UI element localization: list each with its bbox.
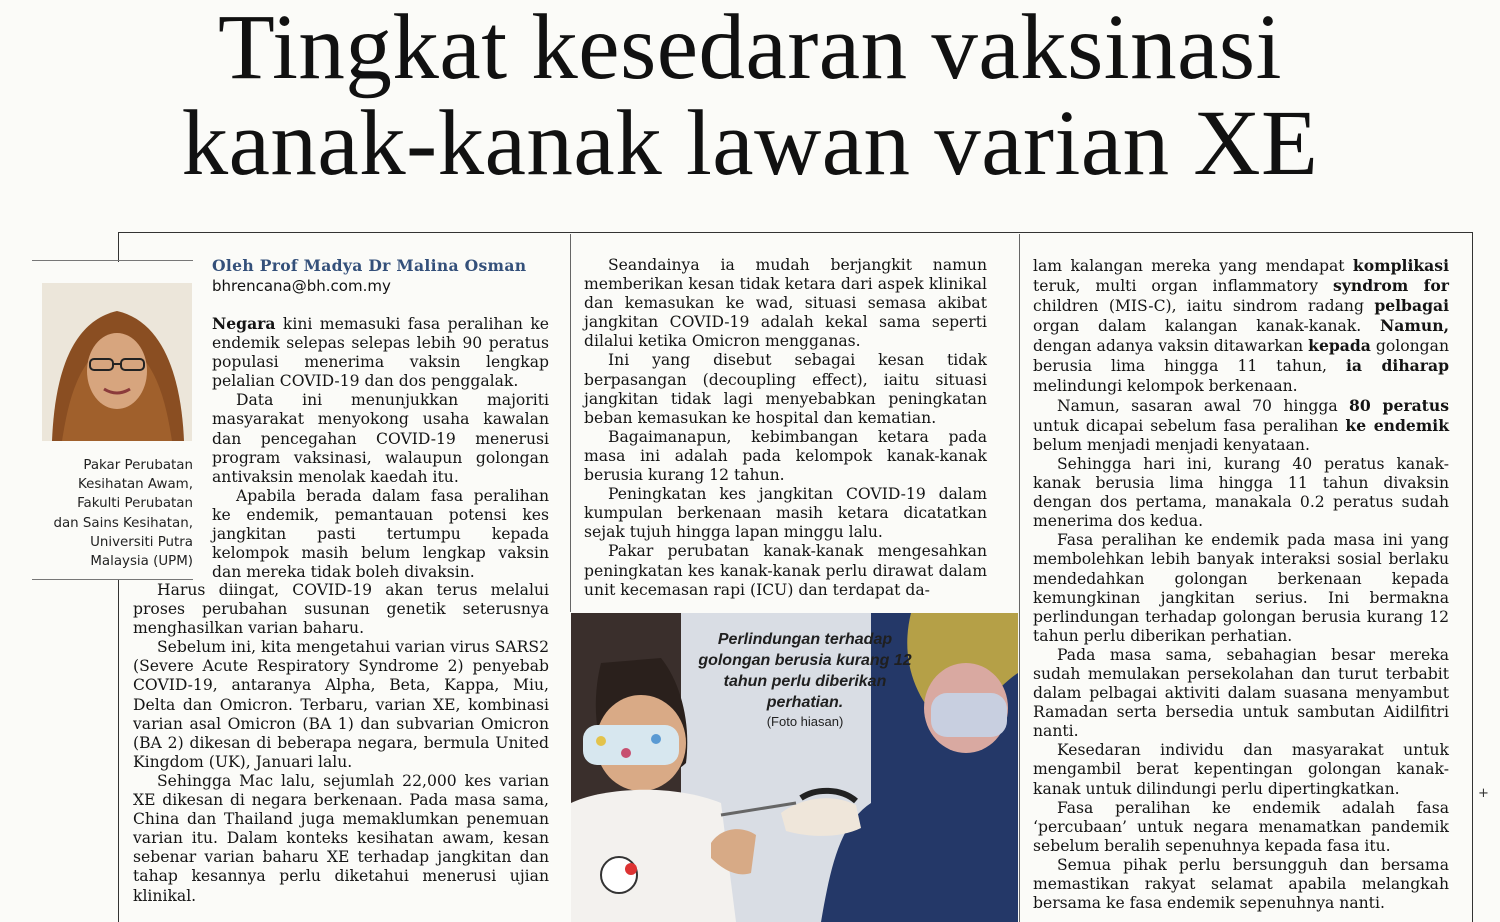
column-rule-1 [570,234,571,612]
frame-rule-top [118,232,1473,233]
text-bold: Namun, [1380,316,1449,336]
paragraph-lead [212,314,549,391]
headline-line-1: Tingkat kesedaran vaksinasi [218,0,1282,99]
lead-word: Negara [212,314,276,333]
headline-line-2: kanak-kanak lawan varian XE [181,92,1319,195]
text-bold: 80 peratus [1349,395,1449,415]
text-bold: ia diharap [1345,356,1449,376]
byline-email[interactable]: bhrencana@bh.com.my [212,277,391,295]
author-bio-line: Universiti Putra [90,534,193,550]
paragraph: Seandainya ia mudah berjangkit namun memberikan kesan tidak ketara dari aspek klinikal dan kemasukan ke wad, situasi semasa akibat jangkitan COVID-19 adalah kekal sama seperti dilalui ketika Omicron mengganas. [584,256,987,351]
bio-rule-top [32,260,193,261]
paragraph: Pada masa sama, sebahagian besar mereka sudah memulakan persekolahan dan turut terbabit dalam pelbagai aktiviti dalam suasana menyambut Ramadan serta bersedia untuk sambutan Aidilfitri nanti. [1033,645,1449,741]
bio-rule-bottom [32,579,193,580]
paragraph: Fasa peralihan ke endemik pada masa ini yang membolehkan lebih banyak interaksi sosial berlaku mendedahkan golongan berkenaan kepada kemungkinan jangkitan serius. Ini bermakna perlindungan terhadap golongan berusia kurang 12 tahun perlu diberikan perhatian. [1033,531,1449,645]
paragraph: Sehingga Mac lalu, sejumlah 22,000 kes varian XE dikesan di negara berkenaan. Pada masa sama, China dan Thailand juga memaklumkan penemuan varian itu. Dalam konteks kesihatan awam, kesan sebenar varian baharu XE terhadap jangkitan dan tahap kesannya perlu diketahui menerusi ujian klinikal. [133,771,549,905]
byline-name: Oleh Prof Madya Dr Malina Osman [212,256,527,275]
frame-rule-left-lower [118,580,119,922]
paragraph: Pakar perubatan kanak-kanak mengesahkan peningkatan kes kanak-kanak perlu dirawat dalam unit kecemasan rapi (ICU) dan terdapat da- [584,542,987,599]
frame-rule-left-upper [118,232,119,262]
paragraph: Peningkatan kes jangkitan COVID-19 dalam kumpulan berkenaan masih ketara dicatatkan sejak tujuh hingga lapan minggu lalu. [584,485,987,542]
photo-caption: Perlindungan terhadap golongan berusia kurang 12 tahun perlu diberikan perhatian. [698,631,912,711]
text-run: untuk dicapai sebelum fasa peralihan [1033,416,1346,435]
text-run: lam kalangan mereka yang mendapat [1033,257,1353,275]
text-bold: ke endemik [1345,415,1450,435]
text-run: teruk, multi organ inflammatory [1033,277,1334,296]
paragraph [1033,256,1449,396]
paragraph: Data ini menunjukkan majoriti masyarakat menyokong usaha kawalan dan pencegahan COVID-19 menerusi program vaksinasi, walaupun golongan antivaksin menolak kaedah itu. [212,391,549,486]
paragraph: Apabila berada dalam fasa peralihan ke endemik, pemantauan potensi kes jangkitan pasti tertumpu kepada kelompok masih belum lengkap vaksin dan mereka tidak boleh divaksin. [212,486,549,582]
paragraph: Bagaimanapun, kebimbangan ketara pada masa ini adalah pada kelompok kanak-kanak berusia kurang 12 tahun. [584,427,987,485]
column-2 [584,256,987,600]
text-run: Namun, sasaran awal 70 hingga [1057,396,1350,415]
paragraph: Sebelum ini, kita mengetahui varian virus SARS2 (Severe Acute Respiratory Syndrome 2) penyebab COVID-19, antaranya Alpha, Beta, Kappa, Miu, Delta dan Omicron. Terbaru, varian XE, kombinasi varian asal Omicron (BA 1) dan subvarian Omicron (BA 2) dikesan di beberapa negara, bermula United Kingdom (UK), Januari lalu. [133,638,549,771]
author-bio-line: Pakar Perubatan [83,458,193,473]
author-bio-line: Malaysia (UPM) [90,554,193,570]
paragraph: Semua pihak perlu bersungguh dan bersama memastikan rakyat selamat apabila melangkah bersama ke fasa endemik sepenuhnya nanti. [1033,855,1449,913]
author-bio-line: Fakulti Perubatan [77,496,193,512]
text-bold: kepada [1308,336,1371,356]
paragraph [1033,396,1449,455]
byline [212,256,526,296]
column-rule-2 [1019,234,1020,922]
paragraph: Sehingga hari ini, kurang 40 peratus kanak-kanak berusia lima hingga 11 tahun divaksin dengan dos pertama, manakala 0.2 peratus sudah menerima dos kedua. [1033,454,1449,531]
author-portrait-illustration [42,283,192,441]
paragraph: Harus diingat, COVID-19 akan terus melalui proses perubahan susunan genetik seterusnya menghasilkan varian baharu. [133,581,549,638]
text-run: belum menjadi menjadi kenyataan. [1033,435,1310,454]
frame-rule-right [1472,232,1473,922]
author-portrait [42,283,192,441]
text-run: dengan adanya vaksin ditawarkan [1033,337,1309,356]
author-bio [32,456,193,571]
column-1-lower [133,581,549,906]
column-3 [1033,256,1449,913]
text-bold: komplikasi [1352,256,1449,275]
margin-plus-mark: + [1478,786,1489,801]
column-1-upper [212,314,549,582]
text-run: organ dalam kalangan kanak-kanak. [1033,317,1381,336]
headline [0,0,1500,195]
paragraph: Ini yang disebut sebagai kesan tidak berpasangan (decoupling effect), iaitu situasi jangkitan tidak lagi menyebabkan peningkatan beban kemasukan ke hospital dan kematian. [584,351,987,427]
lead-text: kini memasuki fasa peralihan ke endemik selepas selepas lebih 90 peratus populasi menerima vaksin lengkap pelalian COVID-19 dan dos penggalak. [212,315,549,391]
paragraph: Kesedaran individu dan masyarakat untuk mengambil berat kepentingan golongan kanak-kanak untuk dilindungi perlu dipertingkatkan. [1033,741,1449,798]
text-bold: pelbagai [1374,296,1449,316]
author-bio-line: dan Sains Kesihatan, [53,515,193,531]
paragraph: Fasa peralihan ke endemik adalah fasa ‘percubaan’ untuk negara menamatkan pandemik sebelum beralih sepenuhnya kepada fasa itu. [1033,798,1449,855]
text-bold: syndrom for [1333,276,1449,296]
author-bio-line: Kesihatan Awam, [77,477,193,493]
text-run: melindungi kelompok berkenaan. [1033,376,1298,395]
text-run: children (MIS-C), iaitu sindrom radang [1033,297,1375,316]
text-run: golongan berusia lima hingga 11 tahun, [1033,337,1449,376]
photo-credit: (Foto hiasan) [766,714,844,729]
